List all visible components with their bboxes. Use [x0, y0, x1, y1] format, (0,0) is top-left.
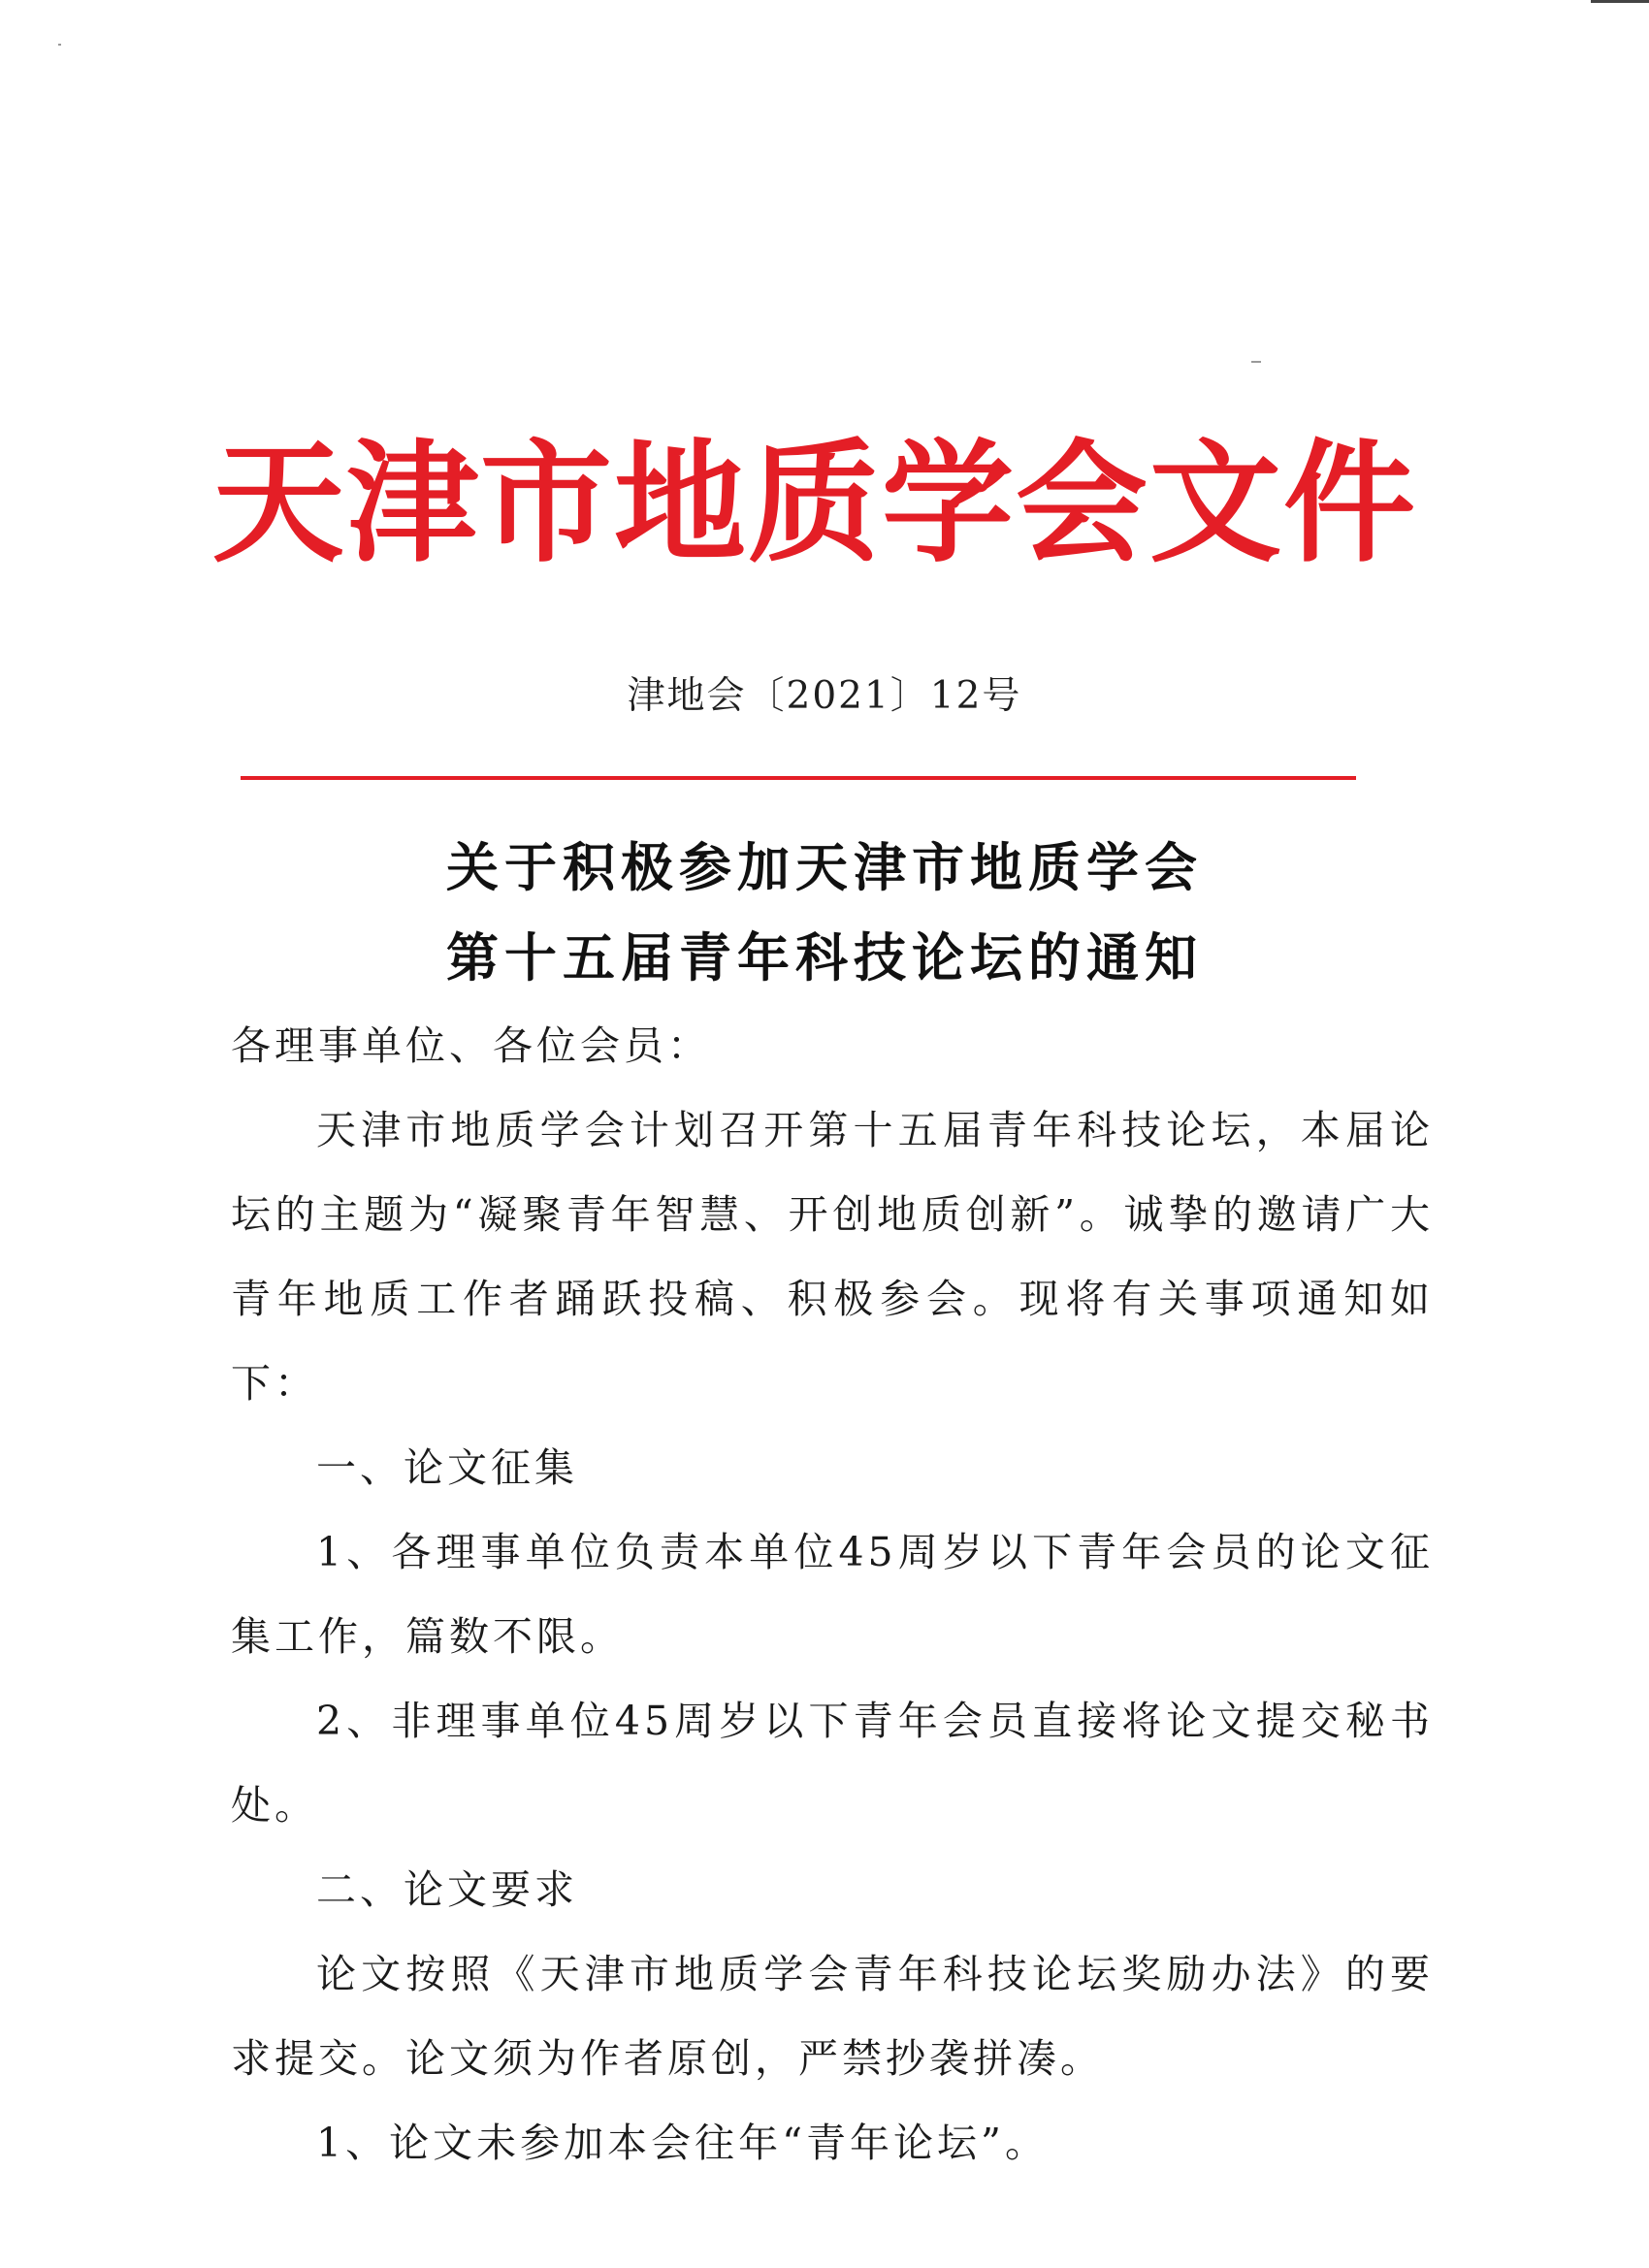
section2-intro: 论文按照《天津市地质学会青年科技论坛奖励办法》的要求提交。论文须为作者原创，严禁抄袭拼凑。: [231, 1951, 1434, 2082]
doc-title-line1: 关于积极参加天津市地质学会: [446, 837, 1203, 898]
scan-edge-mark: [1591, 0, 1649, 3]
section1-heading: 一、论文征集: [316, 1444, 578, 1491]
section1-item1: 1、各理事单位负责本单位45周岁以下青年会员的论文征集工作，篇数不限。: [231, 1529, 1434, 1660]
scan-speck: [1251, 361, 1261, 363]
red-divider: [241, 776, 1356, 780]
body-text: [231, 1004, 1434, 2186]
section2-item1: 1、论文未参加本会往年“青年论坛”。: [316, 2120, 1050, 2166]
doc-number: 津地会〔2021〕12号: [627, 674, 1022, 718]
section1-item2: 2、非理事单位45周岁以下青年会员直接将论文提交秘书处。: [231, 1698, 1434, 1829]
intro-paragraph: 天津市地质学会计划召开第十五届青年科技论坛，本届论坛的主题为“凝聚青年智慧、开创地质创新”。诚挚的邀请广大青年地质工作者踊跃投稿、积极参会。现将有关事项通知如下：: [231, 1107, 1434, 1407]
section2-heading: 二、论文要求: [316, 1866, 578, 1913]
salutation: 各理事单位、各位会员：: [231, 1022, 711, 1069]
scan-speck: [58, 44, 61, 46]
org-file-title: 天津市地质学会文件: [212, 428, 1417, 581]
doc-title-line2: 第十五届青年科技论坛的通知: [446, 927, 1203, 988]
